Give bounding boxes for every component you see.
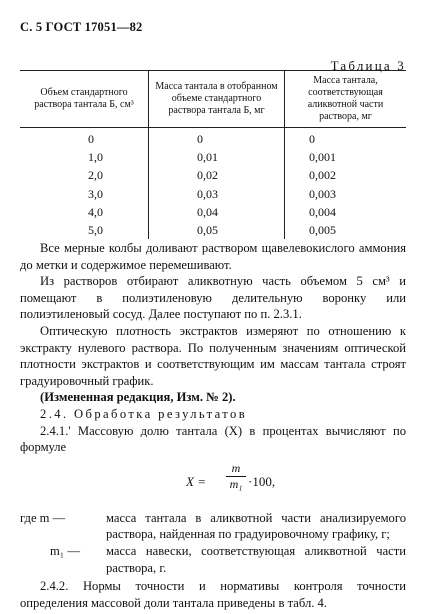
definition-m1 [20,543,406,576]
definition-m [20,510,406,543]
definition-symbol: m₁ — [50,543,80,558]
paragraph: Из растворов отбирают аликвотную часть объемом 5 см³ и помещают в полиэтиленовую делительную воронку или полиэтиленовый сосуд. Далее поступают по п. 2.3.1. [20,274,406,322]
table-cell: 4,0 [88,204,103,219]
table-cell: 2,0 [88,168,103,183]
table-cell: 5,0 [88,222,103,237]
table-body [20,128,406,239]
formula-rhs: ·100, [248,473,276,489]
table-cell: 0,004 [309,204,336,219]
table-cell: 0,005 [309,222,336,237]
formula-denominator: m₁ [229,476,243,491]
table-column-volume [20,128,148,239]
definition-symbol: где m — [20,510,66,525]
table-caption: Таблица 3 [330,58,406,73]
data-table [20,70,406,239]
table-cell: 0,001 [309,150,336,165]
table-header-mass-aliquot: Масса тантала, соответствующая аликвотной части раствора, мг [284,71,406,127]
table-cell: 0,04 [197,204,218,219]
formula-fraction [226,462,246,491]
table-cell: 0 [197,132,203,146]
table-column-mass-taken [148,128,284,239]
table-column-mass-aliquot [284,128,406,239]
table-cell: 0,003 [309,186,336,201]
table-cell: 0,05 [197,222,218,237]
table-header-volume: Объем стандартного раствора тантала Б, см³ [34,87,134,110]
table-cell: 0,01 [197,150,218,165]
formula [20,456,406,510]
formula-lhs: X = [186,473,206,489]
table-cell: 0,03 [197,186,218,201]
table-header-mass-taken: Масса тантала в отобранном объеме стандартного раствора тантала Б, мг [148,71,284,127]
table-cell: 0,02 [197,168,218,183]
table-cell: 1,0 [88,150,103,165]
amendment-note: (Измененная редакция, Изм. № 2). [40,390,236,405]
formula-numerator: m [231,460,241,475]
table-cell: 0 [88,132,94,146]
section-heading: 2.4. Обработка результатов [40,406,248,421]
definition-text: масса навески, соответствующая аликвотной части раствора, г. [106,543,406,575]
paragraph: 2.4.2. Нормы точности и нормативы контроля точности определения массовой доли тантала приведены в табл. 4. [20,579,406,610]
definition-text: масса тантала в аликвотной части анализируемого раствора, найденная по градуировочному графику, г; [106,510,406,542]
paragraph: 2.4.1.' Массовую долю тантала (X) в процентах вычисляют по формуле [20,423,406,455]
table-cell: 0,002 [309,168,336,183]
paragraph: Оптическую плотность экстрактов измеряют по отношению к экстракту нулевого раствора. По полученным значениям оптической плотности экстрактов и соответствующим им массам тантала строят градуировочный график. [20,323,406,388]
table-cell: 0 [309,132,315,146]
page-header: С. 5 ГОСТ 17051—82 [20,20,143,34]
table-header-row [20,71,406,128]
table-cell: 3,0 [88,186,103,201]
body-text [20,240,406,611]
paragraph: Все мерные колбы доливают раствором щавелевокислого аммония до метки и содержимое перемешивают. [20,241,406,272]
